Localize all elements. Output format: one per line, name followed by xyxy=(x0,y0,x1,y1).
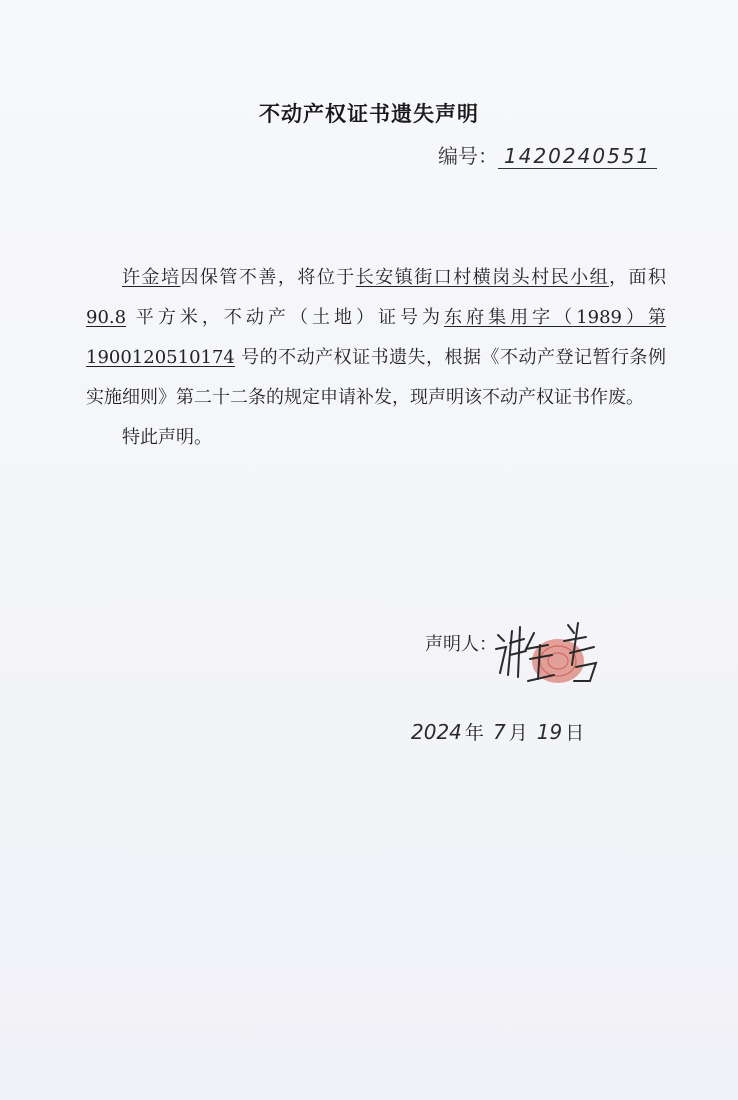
date-year-unit: 年 xyxy=(464,722,484,744)
date-day-unit: 日 xyxy=(565,722,585,744)
body-text-1: 因保管不善，将位于 xyxy=(180,267,356,288)
body-text-2: ，面积 xyxy=(609,267,667,288)
date-day: 19 xyxy=(536,720,563,744)
serial-number-value: 1420240551 xyxy=(498,144,657,169)
body-text-4: 号的不动产权证书遗失，根据《不动产登记暂行条例实施细则》第二十二条的规定申请补发，现声明该不动产权证书作废。 xyxy=(86,347,666,408)
certificate-number: 东府集用字（1989）第1900120510174 xyxy=(86,307,667,368)
declaration-paragraph xyxy=(86,258,666,418)
property-location: 长安镇街口村横岗头村民小组 xyxy=(355,267,610,288)
declaration-date xyxy=(408,718,584,745)
declaration-body xyxy=(86,258,666,458)
date-year: 2024 xyxy=(411,720,462,744)
owner-name: 许金培 xyxy=(122,267,181,288)
body-text-3: 平方米，不动产（土地）证号为 xyxy=(135,307,445,328)
document-title: 不动产权证书遗失声明 xyxy=(259,102,479,126)
serial-number xyxy=(438,140,657,169)
declarant-label: 声明人： xyxy=(425,634,497,655)
property-area: 90.8 xyxy=(86,307,127,328)
date-month-unit: 月 xyxy=(508,722,528,744)
closing-statement: 特此声明。 xyxy=(122,427,212,448)
serial-number-label: 编号： xyxy=(438,144,498,168)
handwritten-signature-with-fingerprint xyxy=(490,615,620,695)
date-month: 7 xyxy=(492,720,506,744)
